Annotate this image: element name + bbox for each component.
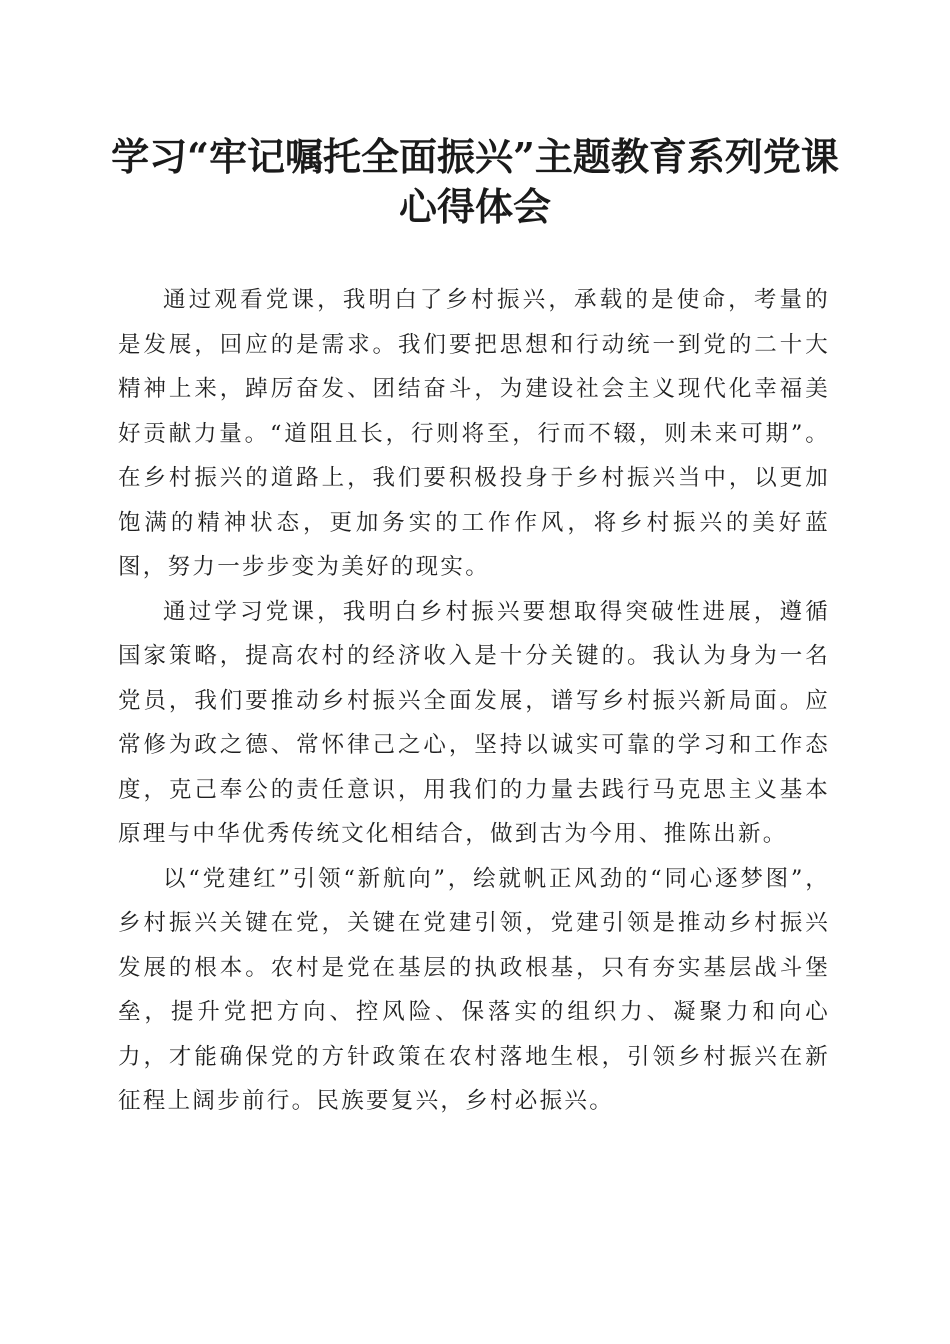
document-body [118, 278, 830, 1124]
paragraph-2: 通过学习党课，我明白乡村振兴要想取得突破性进展，遵循国家策略，提高农村的经济收入是十分关键的。我认为身为一名党员，我们要推动乡村振兴全面发展，谱写乡村振兴新局面。应常修为政之德、常怀律己之心，坚持以诚实可靠的学习和工作态度，克己奉公的责任意识，用我们的力量去践行马克思主义基本原理与中华优秀传统文化相结合，做到古为今用、推陈出新。 [118, 598, 830, 847]
paragraph-3: 以“党建红”引领“新航向”，绘就帆正风劲的“同心逐梦图”，乡村振兴关键在党，关键在党建引领，党建引领是推动乡村振兴发展的根本。农村是党在基层的执政根基，只有夯实基层战斗堡垒，提升党把方向、控风险、保落实的组织力、凝聚力和向心力，才能确保党的方针政策在农村落地生根，引领乡村振兴在新征程上阔步前行。民族要复兴，乡村必振兴。 [118, 865, 830, 1114]
title-line-2: 心得体会 [398, 184, 551, 229]
paragraph-1: 通过观看党课，我明白了乡村振兴，承载的是使命，考量的是发展，回应的是需求。我们要把思想和行动统一到党的二十大精神上来，踔厉奋发、团结奋斗，为建设社会主义现代化幸福美好贡献力量。“道阻且长，行则将至，行而不辍，则未来可期”。在乡村振兴的道路上，我们要积极投身于乡村振兴当中，以更加饱满的精神状态，更加务实的工作作风，将乡村振兴的美好蓝图，努力一步步变为美好的现实。 [118, 287, 830, 580]
title-line-1: 学习“牢记嘱托全面振兴”主题教育系列党课 [111, 134, 839, 179]
document-title [100, 132, 850, 232]
